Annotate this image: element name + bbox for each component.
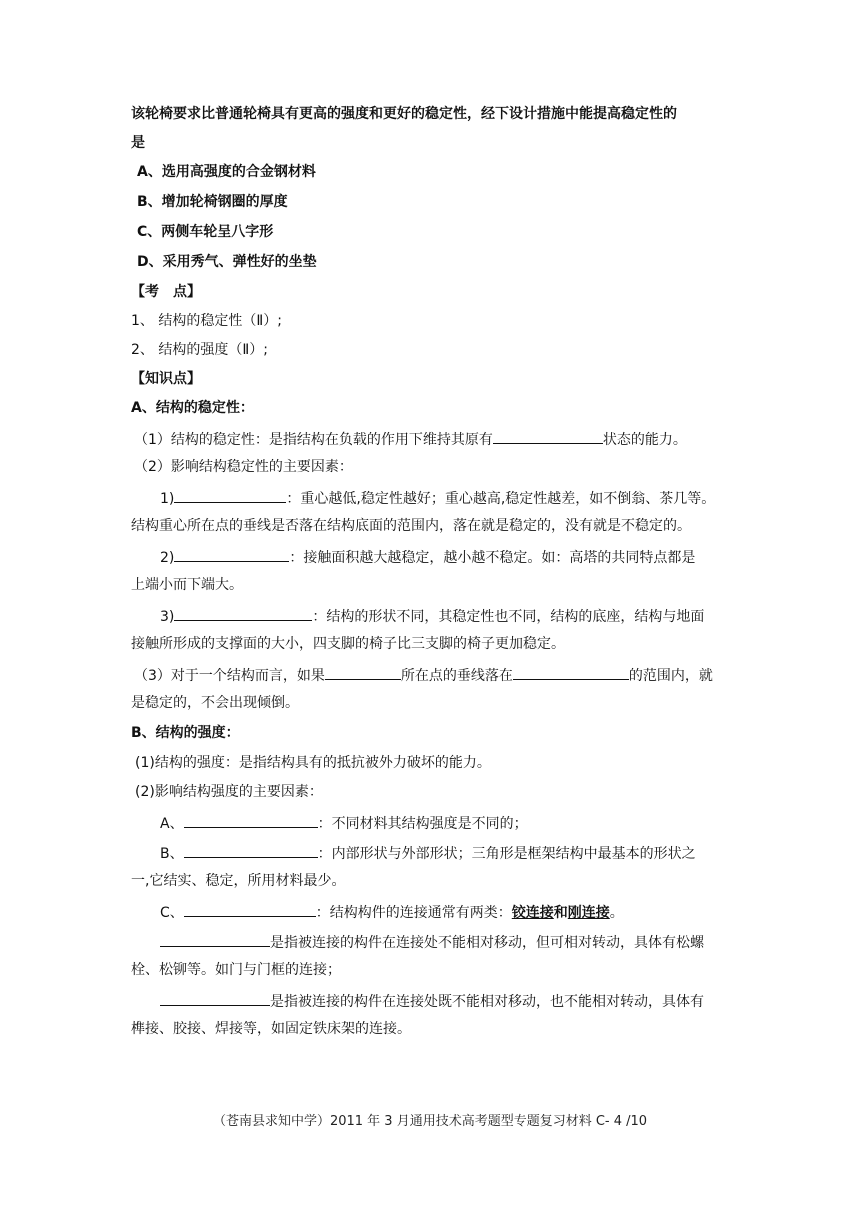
rigid-joint-term: 刚连接 bbox=[567, 905, 610, 921]
section-a-title: A、结构的稳定性： bbox=[131, 400, 254, 416]
joint-1: 是指被连接的构件在连接处不能相对移动，但可相对转动，具体有松螺 bbox=[160, 930, 704, 954]
a-factor-3: 3) ：结构的形状不同，其稳定性也不同，结构的底座，结构与地面 bbox=[160, 604, 704, 628]
question-line-2: 是 bbox=[131, 135, 145, 151]
a-p3-cont: 是稳定的，不会出现倾倒。 bbox=[131, 695, 299, 711]
b-p2: (2)影响结构强度的主要因素： bbox=[135, 784, 323, 800]
section-b-title: B、结构的强度： bbox=[131, 725, 240, 741]
page-footer: （苍南县求知中学）2011 年 3 月通用技术高考题型专题复习材料 C- 4 /10 bbox=[212, 1114, 648, 1129]
b-factor-a: A、 ：不同材料其结构强度是不同的； bbox=[160, 811, 528, 835]
a-factor-3-cont: 接触所形成的支撑面的大小，四支脚的椅子比三支脚的椅子更加稳定。 bbox=[131, 636, 565, 652]
option-a: A、选用高强度的合金钢材料 bbox=[137, 164, 316, 180]
joint-1-cont: 栓、松铆等。如门与门框的连接； bbox=[131, 962, 341, 978]
b-factor-b-cont: 一,它结实、稳定，所用材料最少。 bbox=[131, 873, 346, 889]
kaodian-item-1: 1、 结构的稳定性（Ⅱ）; bbox=[131, 313, 282, 329]
kaodian-item-2: 2、 结构的强度（Ⅱ）; bbox=[131, 342, 268, 358]
a-factor-1-cont: 结构重心所在点的垂线是否落在结构底面的范围内，落在就是稳定的，没有就是不稳定的。 bbox=[131, 518, 691, 534]
a-p1: （1）结构的稳定性：是指结构在负载的作用下维持其原有 状态的能力。 bbox=[134, 427, 687, 451]
a-factor-2: 2) ：接触面积越大越稳定，越小越不稳定。如：高塔的共同特点都是 bbox=[160, 545, 695, 569]
option-d: D、采用秀气、弹性好的坐垫 bbox=[137, 254, 317, 270]
hinge-joint-term: 铰连接 bbox=[511, 905, 554, 921]
a-p2: （2）影响结构稳定性的主要因素： bbox=[134, 459, 353, 475]
b-p1: (1)结构的强度：是指结构具有的抵抗被外力破坏的能力。 bbox=[135, 755, 491, 771]
joint-2-cont: 榫接、胶接、焊接等，如固定铁床架的连接。 bbox=[131, 1021, 411, 1037]
joint-2: 是指被连接的构件在连接处既不能相对移动，也不能相对转动，具体有 bbox=[160, 989, 704, 1013]
a-factor-2-cont: 上端小而下端大。 bbox=[131, 577, 243, 593]
zhishi-heading: 【知识点】 bbox=[131, 371, 201, 387]
option-c: C、两侧车轮呈八字形 bbox=[137, 224, 274, 240]
question-line-1: 该轮椅要求比普通轮椅具有更高的强度和更好的稳定性，经下设计措施中能提高稳定性的 bbox=[131, 106, 677, 122]
a-factor-1: 1) ：重心越低,稳定性越好；重心越高,稳定性越差，如不倒翁、茶几等。 bbox=[160, 486, 715, 510]
a-p3: （3）对于一个结构而言，如果 所在点的垂线落在 的范围内，就 bbox=[134, 663, 713, 687]
b-factor-c: C、 ：结构构件的连接通常有两类：铰连接和刚连接。 bbox=[160, 900, 624, 924]
b-factor-b: B、 ：内部形状与外部形状；三角形是框架结构中最基本的形状之 bbox=[160, 841, 696, 865]
kaodian-heading: 【考 点】 bbox=[131, 284, 201, 300]
option-b: B、增加轮椅钢圈的厚度 bbox=[137, 194, 288, 210]
